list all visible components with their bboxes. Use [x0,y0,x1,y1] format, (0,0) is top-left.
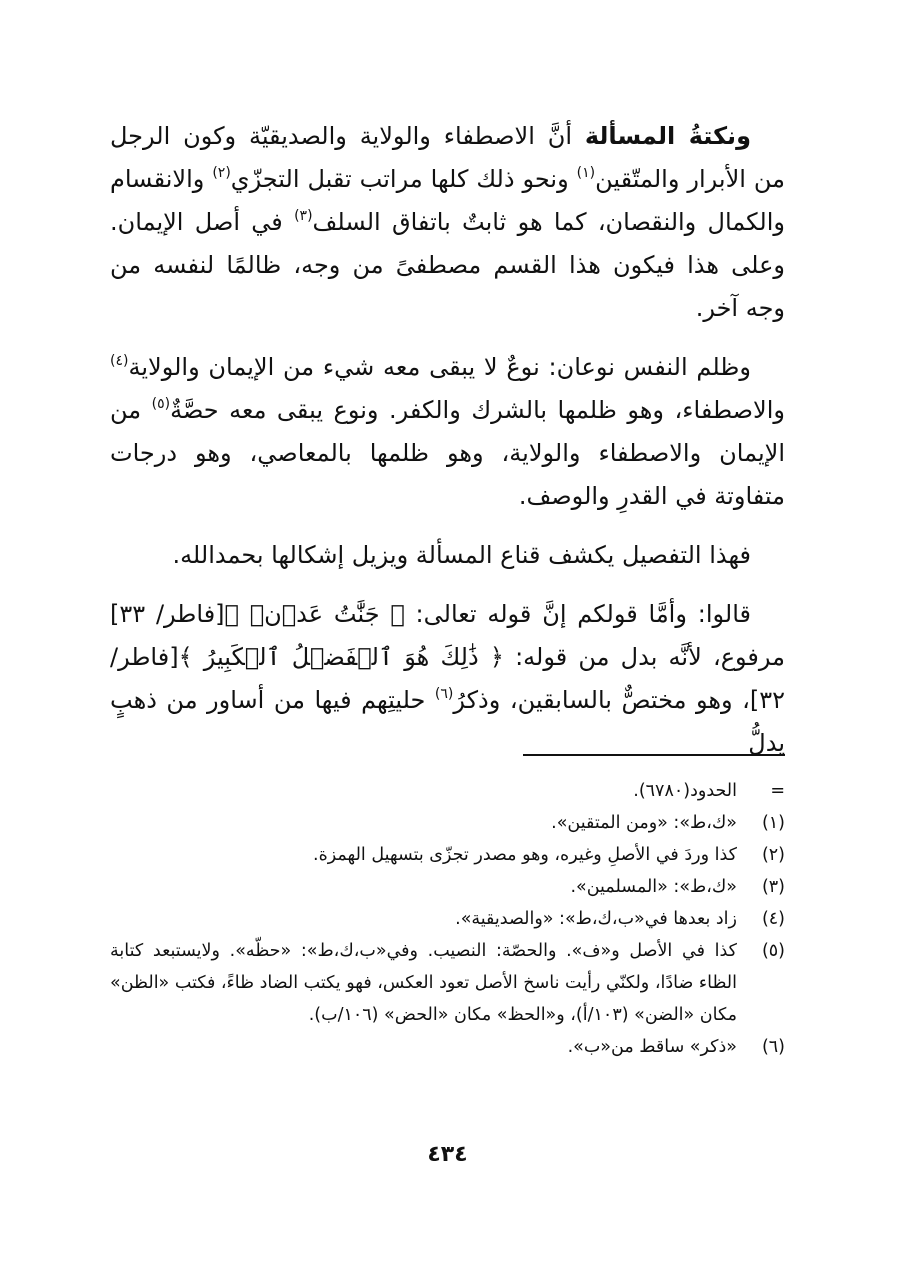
paragraph-4-text-2: حليتِهم فيها من أساور من ذهبٍ يدلُّ [110,686,785,757]
footnote-ref-3: (٣) [294,208,313,224]
footnote-number: (٣) [761,877,785,897]
paragraph-1-text-3: والانقسام والكمال والنقصان، كما هو ثابتٌ باتفاق السلف [110,165,786,236]
footnote-ref-2: (٢) [212,165,231,181]
footnote-text: «ك،ط»: «ومن المتقين». [551,813,737,833]
main-text [110,115,785,765]
paragraph-2-text-3: من الإيمان والاصطفاء والولاية، وهو ظلمها بالمعاصي، وهو درجات متفاوتة في القدرِ والوصف. [110,396,785,510]
footnote-number: (٥) [761,941,785,961]
footnote-marker: = [770,781,785,801]
footnote-3 [110,871,785,903]
footnote-separator [523,754,785,756]
page-number: ٤٣٤ [427,1142,468,1167]
footnote-continuation [110,775,785,807]
footnote-ref-1: (١) [576,165,596,181]
paragraph-4-text-1: قالوا: وأمَّا قولكم إنَّ قوله تعالى: ﴿ جَنَّٰتُ عَدۡنٖ ﴾[فاطر/ ٣٣] مرفوع، لأنَّه بدل من قوله: ﴿ ذَٰلِكَ هُوَ ٱلۡفَضۡلُ ٱلۡكَبِيرُ ﴾[فاطر/ ٣٢]، وهو مختصٌّ بالسابقين، وذكرُ [110,600,786,714]
paragraph-2 [110,346,785,518]
footnote-text: زاد بعدها في«ب،ك،ط»: «والصديقية». [455,909,737,929]
paragraph-1-lead: ونكتةُ المسألة [584,122,751,150]
footnote-4 [110,903,785,935]
footnotes [110,775,785,1063]
footnote-ref-4: (٤) [110,353,129,369]
footnote-6 [110,1031,785,1063]
paragraph-1 [110,115,785,330]
footnote-text: الحدود(٦٧٨٠). [633,781,737,801]
footnote-number: (١) [761,813,785,833]
paragraph-1-text-1: أنَّ الاصطفاء والولاية والصديقيّة وكون الرجل من الأبرار والمتّقين [110,122,785,193]
footnote-1 [110,807,785,839]
footnote-5 [110,935,785,1031]
footnote-text: كذا في الأصل و«ف». والحصّة: النصيب. وفي«ب،ك،ط»: «حظّه». ولايستبعد كتابة الظاء ضادًا، ولكنّي رأيت ناسخ الأصل تعود العكس، فهو يكتب الضاد ظاءً، فكتب «الظن» مكان «الضن» (١٠٣/أ)، و«الحظ» مكان «الحض» (١٠٦/ب). [109,941,737,1025]
footnote-text: كذا وردَ في الأصلِ وغيره، وهو مصدر تجزّى بتسهيل الهمزة. [313,845,737,865]
footnote-ref-6: (٦) [434,686,454,702]
footnote-number: (٢) [761,845,785,865]
paragraph-4 [110,593,785,765]
footnote-number: (٦) [761,1037,785,1057]
paragraph-2-text-1: وظلم النفس نوعان: نوعٌ لا يبقى معه شيء من الإيمان والولاية [128,353,751,381]
footnote-text: «ك،ط»: «المسلمين». [570,877,737,897]
paragraph-2-text-2: والاصطفاء، وهو ظلمها بالشرك والكفر. ونوع يبقى معه حصَّةٌ [170,396,785,424]
paragraph-3: فهذا التفصيل يكشف قناع المسألة ويزيل إشكالها بحمدالله. [172,541,751,569]
footnote-text: «ذكر» ساقط من«ب». [567,1037,737,1057]
footnote-number: (٤) [761,909,785,929]
footnote-ref-5: (٥) [151,396,171,412]
paragraph-1-text-4: في أصل الإيمان. وعلى هذا فيكون هذا القسم مصطفىً من وجه، ظالمًا لنفسه من وجه آخر. [110,208,785,322]
paragraph-1-text-2: ونحو ذلك كلها مراتب تقبل التجزّي [230,165,577,193]
footnote-2 [110,839,785,871]
book-page [110,115,785,1195]
